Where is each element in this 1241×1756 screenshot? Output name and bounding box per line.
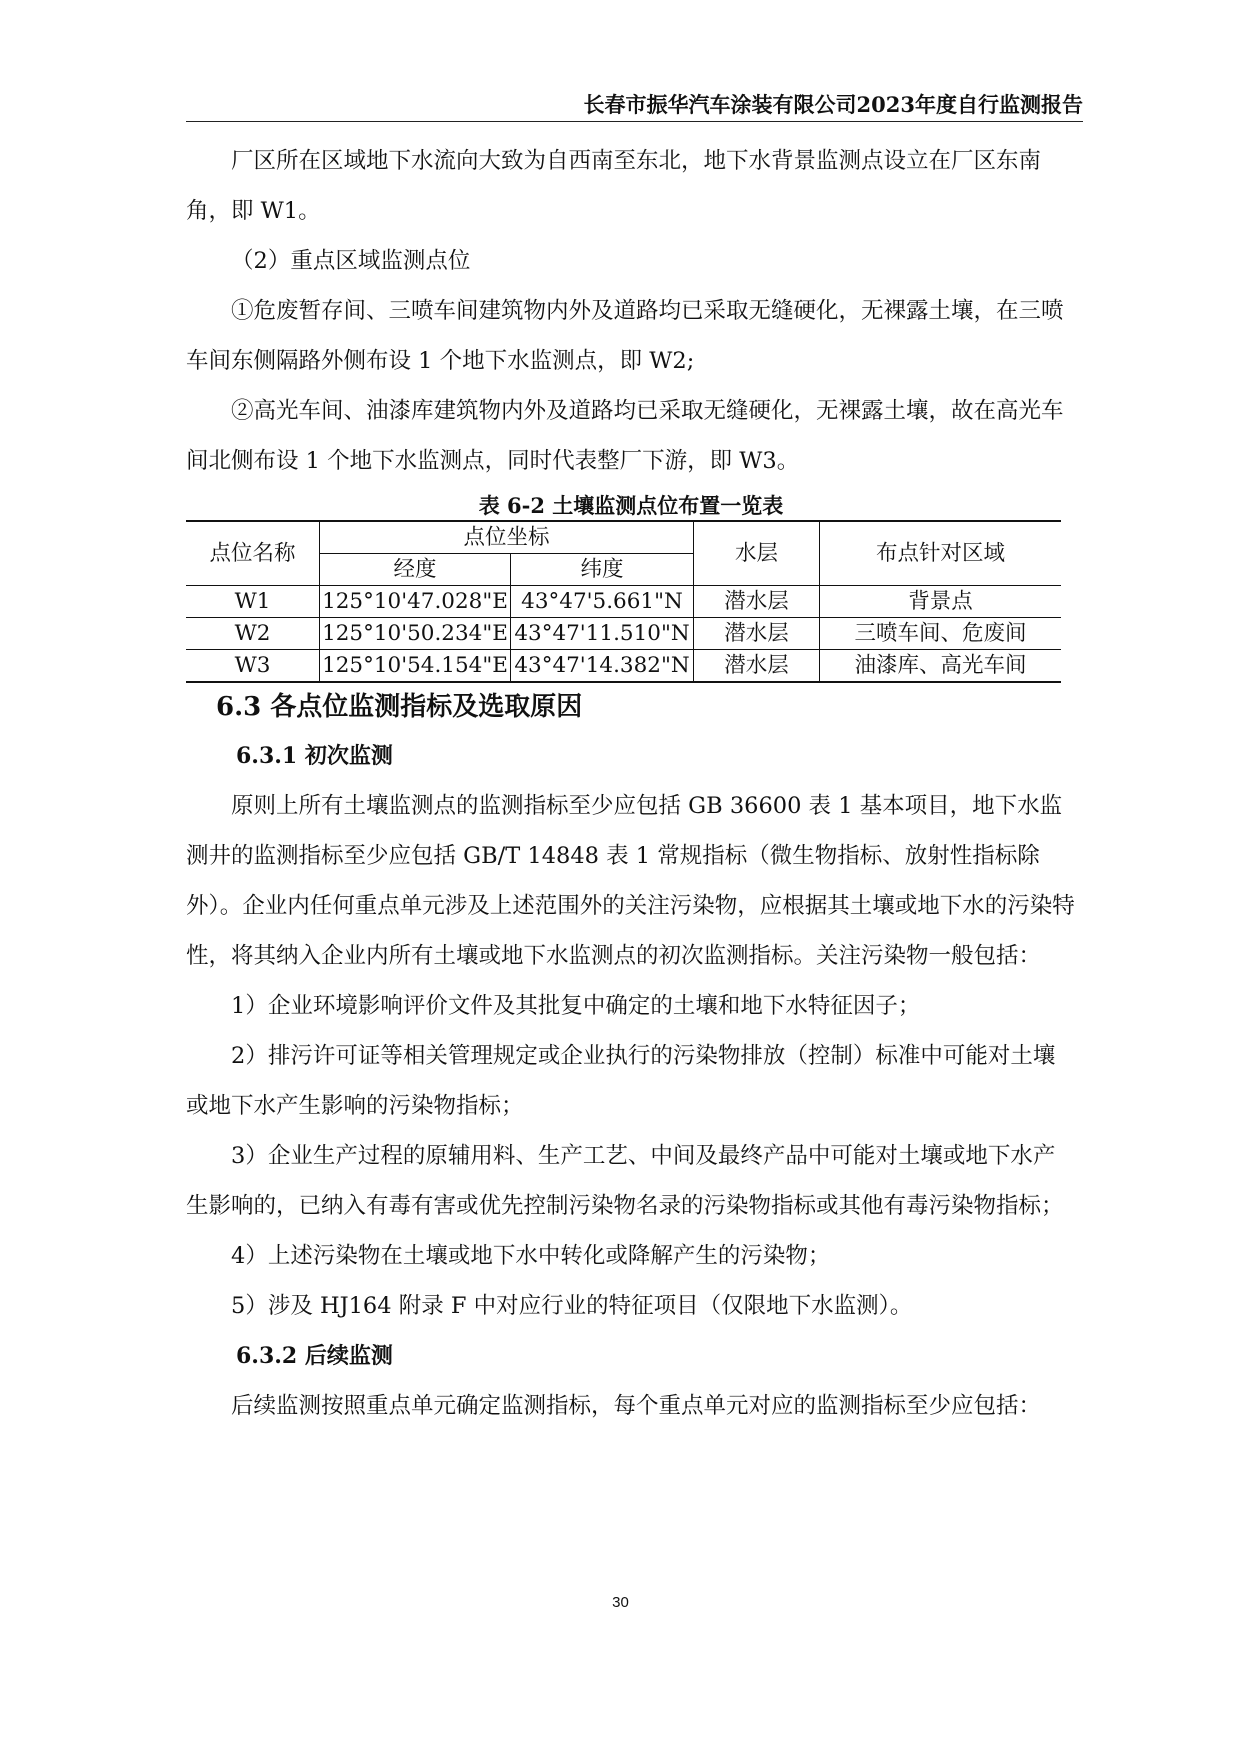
cell-name: W2 — [186, 618, 320, 650]
page-content — [186, 136, 1076, 1431]
header-point-name: 点位名称 — [186, 521, 320, 586]
header-water-layer: 水层 — [694, 521, 820, 586]
list-item-4: 4）上述污染物在土壤或地下水中转化或降解产生的污染物； — [231, 1243, 831, 1269]
table-header-row — [186, 521, 1061, 554]
paragraph-key-area-heading: （2）重点区域监测点位 — [231, 248, 471, 274]
cell-layer: 潜水层 — [694, 618, 820, 650]
cell-longitude: 125°10'50.234"E — [320, 618, 511, 650]
cell-latitude: 43°47'5.661"N — [511, 586, 694, 618]
header-divider — [186, 121, 1083, 122]
list-item-2: 2）排污许可证等相关管理规定或企业执行的污染物排放（控制）标准中可能对土壤或地下水产生影响的污染物指标； — [186, 1043, 1056, 1119]
monitoring-points-table — [186, 520, 1061, 683]
header-target-area: 布点针对区域 — [820, 521, 1062, 586]
cell-area: 油漆库、高光车间 — [820, 650, 1062, 683]
table-row — [186, 650, 1061, 683]
cell-layer: 潜水层 — [694, 650, 820, 683]
list-item-5: 5）涉及 HJ164 附录 F 中对应行业的特征项目（仅限地下水监测）。 — [231, 1293, 913, 1319]
header-longitude: 经度 — [320, 554, 511, 586]
cell-layer: 潜水层 — [694, 586, 820, 618]
cell-latitude: 43°47'14.382"N — [511, 650, 694, 683]
paragraph-background-point: 厂区所在区域地下水流向大致为自西南至东北，地下水背景监测点设立在厂区东南角，即 W1。 — [186, 148, 1042, 224]
header-coordinates: 点位坐标 — [320, 521, 694, 554]
cell-area: 背景点 — [820, 586, 1062, 618]
subsection-heading-6-3-1: 6.3.1 初次监测 — [236, 743, 393, 769]
page-number: 30 — [612, 1594, 629, 1611]
paragraph-followup-monitoring: 后续监测按照重点单元确定监测指标，每个重点单元对应的监测指标至少应包括： — [231, 1393, 1042, 1419]
paragraph-w3: ②高光车间、油漆库建筑物内外及道路均已采取无缝硬化，无裸露土壤，故在高光车间北侧布设 1 个地下水监测点，同时代表整厂下游，即 W3。 — [186, 398, 1064, 474]
section-heading-6-3: 6.3 各点位监测指标及选取原因 — [216, 692, 583, 722]
page-header-title: 长春市振华汽车涂装有限公司2023年度自行监测报告 — [583, 92, 1083, 117]
paragraph-initial-monitoring: 原则上所有土壤监测点的监测指标至少应包括 GB 36600 表 1 基本项目，地下水监测井的监测指标至少应包括 GB/T 14848 表 1 常规指标（微生物指标、放射性指标除外）。企业内任何重点单元涉及上述范围外的关注污染物，应根据其土壤或地下水的污染特性，将其纳入企业内所有土壤或地下水监测点的初次监测指标。关注污染物一般包括： — [186, 793, 1075, 969]
table-row — [186, 618, 1061, 650]
header-latitude: 纬度 — [511, 554, 694, 586]
cell-longitude: 125°10'47.028"E — [320, 586, 511, 618]
cell-latitude: 43°47'11.510"N — [511, 618, 694, 650]
cell-name: W1 — [186, 586, 320, 618]
subsection-heading-6-3-2: 6.3.2 后续监测 — [236, 1343, 393, 1369]
cell-longitude: 125°10'54.154"E — [320, 650, 511, 683]
cell-area: 三喷车间、危废间 — [820, 618, 1062, 650]
cell-name: W3 — [186, 650, 320, 683]
list-item-1: 1）企业环境影响评价文件及其批复中确定的土壤和地下水特征因子； — [231, 993, 921, 1019]
paragraph-w2: ①危废暂存间、三喷车间建筑物内外及道路均已采取无缝硬化，无裸露土壤，在三喷车间东侧隔路外侧布设 1 个地下水监测点，即 W2; — [186, 298, 1064, 374]
list-item-3: 3）企业生产过程的原辅用料、生产工艺、中间及最终产品中可能对土壤或地下水产生影响的，已纳入有毒有害或优先控制污染物名录的污染物指标或其他有毒污染物指标； — [186, 1143, 1064, 1219]
table-row — [186, 586, 1061, 618]
table-title: 表 6-2 土壤监测点位布置一览表 — [478, 493, 784, 518]
